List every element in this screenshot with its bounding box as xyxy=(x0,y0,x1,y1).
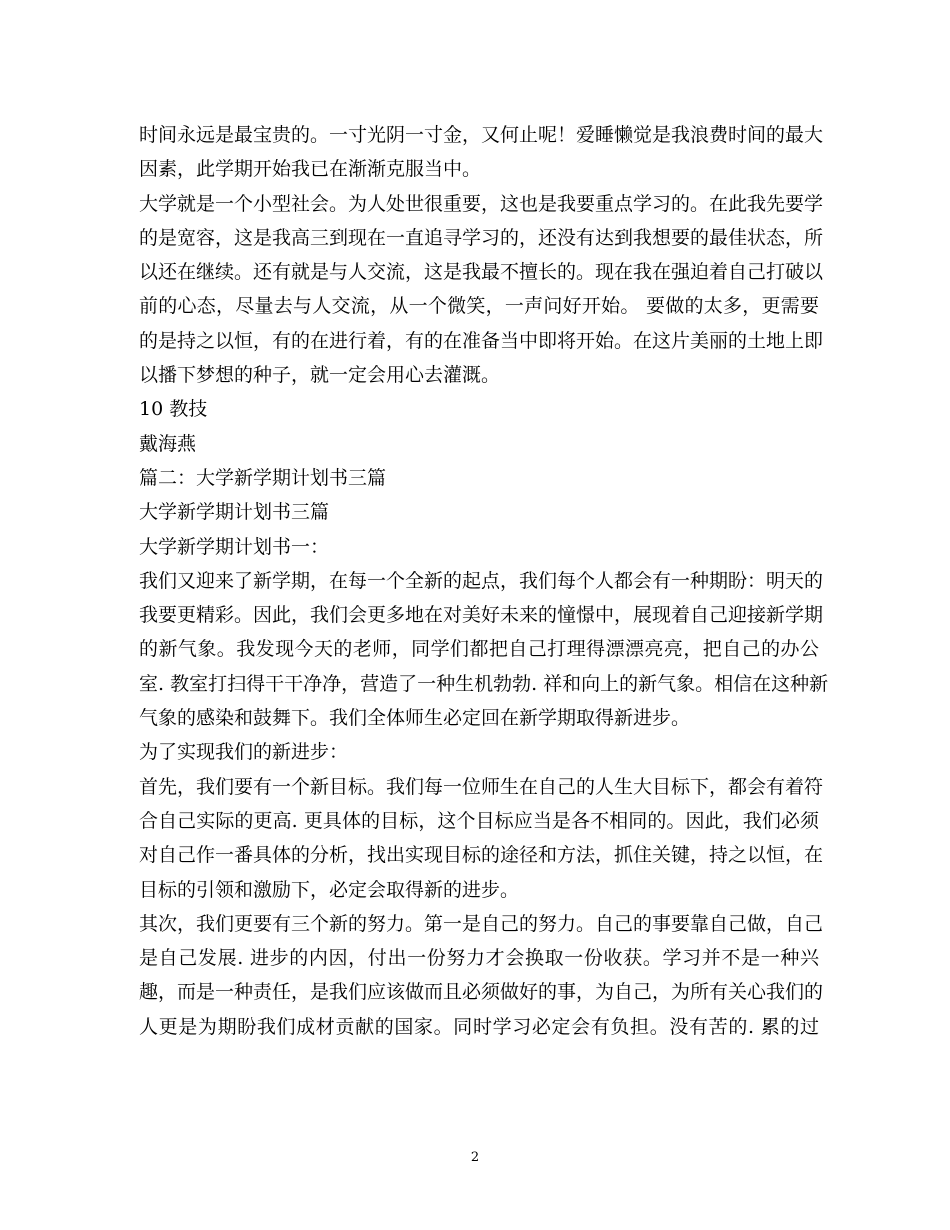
text-line: 我们又迎来了新学期，在每一个全新的起点，我们每个人都会有一种期盼：明天的 xyxy=(139,569,824,592)
text-line: 以还在继续。还有就是与人交流，这是我最不擅长的。现在我在强迫着自己打破以 xyxy=(139,261,824,284)
text-line: 合自己实际的更高. 更具体的目标，这个目标应当是各不相同的。因此，我们必须 xyxy=(139,809,819,832)
text-line: 因素，此学期开始我已在渐渐克服当中。 xyxy=(139,158,482,181)
text-line: 其次，我们更要有三个新的努力。第一是自己的努力。自己的事要靠自己做，自己 xyxy=(139,912,824,935)
text-line: 前的心态，尽量去与人交流，从一个微笑，一声问好开始。 要做的太多，更需要 xyxy=(139,295,819,318)
text-line: 的是持之以恒，有的在进行着，有的在准备当中即将开始。在这片美丽的土地上即 xyxy=(139,329,824,352)
text-line: 我要更精彩。因此，我们会更多地在对美好未来的憧憬中，展现着自己迎接新学期 xyxy=(139,604,824,627)
text-line: 的新气象。我发现今天的老师，同学们都把自己打理得漂漂亮亮，把自己的办公 xyxy=(139,638,819,661)
text-line: 首先，我们要有一个新目标。我们每一位师生在自己的人生大目标下，都会有着符 xyxy=(139,775,824,798)
page-number: 2 xyxy=(470,1150,480,1165)
text-line: 室. 教室打扫得干干净净，营造了一种生机勃勃. 祥和向上的新气象。相信在这种新 xyxy=(139,672,829,695)
text-line: 人更是为期盼我们成材贡献的国家。同时学习必定会有负担。没有苦的. 累的过 xyxy=(139,1015,819,1038)
document-body xyxy=(139,118,829,1044)
text-line: 以播下梦想的种子，就一定会用心去灌溉。 xyxy=(139,364,501,387)
text-line: 目标的引领和激励下，必定会取得新的进步。 xyxy=(139,878,520,901)
section-heading: 篇二：大学新学期计划书三篇 xyxy=(139,466,387,489)
text-line: 是自己发展. 进步的内因，付出一份努力才会换取一份收获。学习并不是一种兴 xyxy=(139,947,819,970)
text-line: 戴海燕 xyxy=(139,432,197,455)
subsection-heading: 大学新学期计划书一： xyxy=(139,535,330,558)
document-title: 大学新学期计划书三篇 xyxy=(139,501,330,524)
text-line: 气象的感染和鼓舞下。我们全体师生必定回在新学期取得新进步。 xyxy=(139,707,691,730)
text-line: 时间永远是最宝贵的。一寸光阴一寸金，又何止呢！爱睡懒觉是我浪费时间的最大 xyxy=(139,124,824,146)
text-line: 大学就是一个小型社会。为人处世很重要，这也是我要重点学习的。在此我先要学 xyxy=(139,192,824,215)
text-line: 10 教技 xyxy=(139,398,208,421)
text-line: 为了实现我们的新进步： xyxy=(139,741,349,764)
text-line: 的是宽容，这是我高三到现在一直追寻学习的，还没有达到我想要的最佳状态，所 xyxy=(139,226,824,249)
text-line: 趣，而是一种责任，是我们应该做而且必须做好的事，为自己，为所有关心我们的 xyxy=(139,981,824,1004)
text-line: 对自己作一番具体的分析，找出实现目标的途径和方法，抓住关键，持之以恒，在 xyxy=(139,844,824,867)
